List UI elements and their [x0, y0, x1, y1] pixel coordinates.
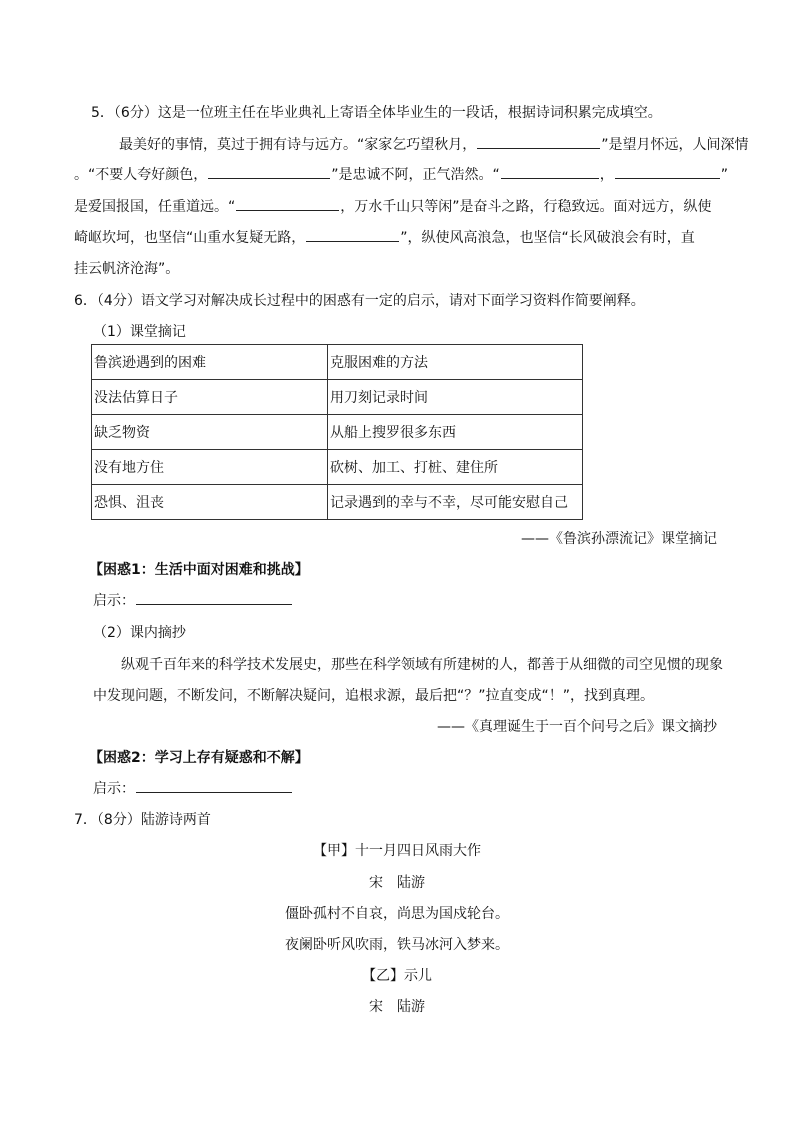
table-header-cell: 克服困难的方法	[328, 345, 583, 380]
confusion-2-label: 【困惑2：学习上存有疑惑和不解】	[89, 750, 309, 766]
fill-blank-1[interactable]	[477, 135, 600, 149]
table-cell: 没有地方住	[92, 450, 328, 485]
q5-text: ”	[720, 167, 729, 183]
q5-text: ”，纵使风高浪急，也坚信“长风破浪会有时，直	[400, 230, 695, 246]
poem-1-title: 【甲】十一月四日风雨大作	[313, 843, 481, 859]
confusion-1-label: 【困惑1：生活中面对困难和挑战】	[89, 562, 309, 578]
table-cell: 缺乏物资	[92, 415, 328, 450]
class-notes-table	[91, 344, 583, 520]
q6-part1-label: （1）课堂摘记	[93, 324, 186, 340]
table-row	[92, 450, 583, 485]
answer-blank-2[interactable]	[136, 779, 292, 793]
poem-2-title: 【乙】示儿	[362, 968, 432, 984]
q5-text: ”是忠诚不阿，正气浩然。“	[331, 167, 500, 183]
q6-part2-label: （2）课内摘抄	[93, 625, 186, 641]
source-citation-2: ——《真理诞生于一百个问号之后》课文摘抄	[437, 719, 717, 735]
table-cell: 用刀刻记录时间	[328, 380, 583, 415]
fill-blank-5[interactable]	[236, 197, 339, 211]
poem-2-author: 宋 陆游	[369, 999, 425, 1015]
q5-text: 是爱国报国，任重道远。“	[74, 199, 236, 215]
table-row	[92, 485, 583, 520]
q5-paragraph-line-1	[119, 134, 749, 154]
answer-blank-1[interactable]	[136, 591, 292, 605]
fill-blank-6[interactable]	[306, 228, 399, 242]
poem-1-author: 宋 陆游	[369, 875, 425, 891]
q5-text: ”是望月怀远，人间深情	[601, 137, 749, 153]
poem-1-line-1: 僵卧孤村不自哀，尚思为国戍轮台。	[285, 906, 509, 922]
table-header-row	[92, 345, 583, 380]
answer-line-1	[93, 590, 293, 610]
q5-text: ，	[599, 167, 614, 183]
table-cell: 恐惧、沮丧	[92, 485, 328, 520]
fill-blank-3[interactable]	[501, 165, 599, 179]
q7-header: 7．（8分）陆游诗两首	[74, 812, 211, 828]
hint-label: 启示：	[93, 593, 135, 609]
hint-label: 启示：	[93, 781, 135, 797]
fill-blank-2[interactable]	[208, 165, 330, 179]
fill-blank-4[interactable]	[615, 165, 720, 179]
poem-1-line-2: 夜阑卧听风吹雨，铁马冰河入梦来。	[285, 937, 509, 953]
excerpt-line-2: 中发现问题，不断发问，不断解决疑问，追根求源，最后把“？”拉直变成“！”，找到真理。	[93, 688, 655, 704]
table-cell: 记录遇到的幸与不幸，尽可能安慰自己	[328, 485, 583, 520]
q6-header: 6．（4分）语文学习对解决成长过程中的困惑有一定的启示，请对下面学习资料作简要阐释。	[74, 293, 645, 309]
q5-header: 5．（6分）这是一位班主任在毕业典礼上寄语全体毕业生的一段话，根据诗词积累完成填空。	[91, 105, 662, 121]
table-cell: 没法估算日子	[92, 380, 328, 415]
excerpt-line-1: 纵观千百年来的科学技术发展史，那些在科学领域有所建树的人，都善于从细微的司空见惯的现象	[121, 657, 723, 673]
answer-line-2	[93, 778, 293, 798]
q5-text: 最美好的事情，莫过于拥有诗与远方。“家家乞巧望秋月，	[119, 137, 477, 153]
source-citation-1: ——《鲁滨孙漂流记》课堂摘记	[521, 531, 717, 547]
table-cell: 从船上搜罗很多东西	[328, 415, 583, 450]
q5-paragraph-line-4	[74, 227, 695, 247]
q5-text: 崎岖坎坷，也坚信“山重水复疑无路，	[74, 230, 306, 246]
q5-text: ，万水千山只等闲”是奋斗之路，行稳致远。面对远方，纵使	[340, 199, 712, 215]
q5-paragraph-line-2	[74, 164, 728, 184]
table-header-cell: 鲁滨逊遇到的困难	[92, 345, 328, 380]
q5-paragraph-line-5: 挂云帆济沧海”。	[74, 261, 180, 277]
q5-text: 。“不要人夸好颜色，	[74, 167, 208, 183]
table-row	[92, 415, 583, 450]
q5-paragraph-line-3	[74, 196, 712, 216]
table-cell: 砍树、加工、打桩、建住所	[328, 450, 583, 485]
table-row	[92, 380, 583, 415]
